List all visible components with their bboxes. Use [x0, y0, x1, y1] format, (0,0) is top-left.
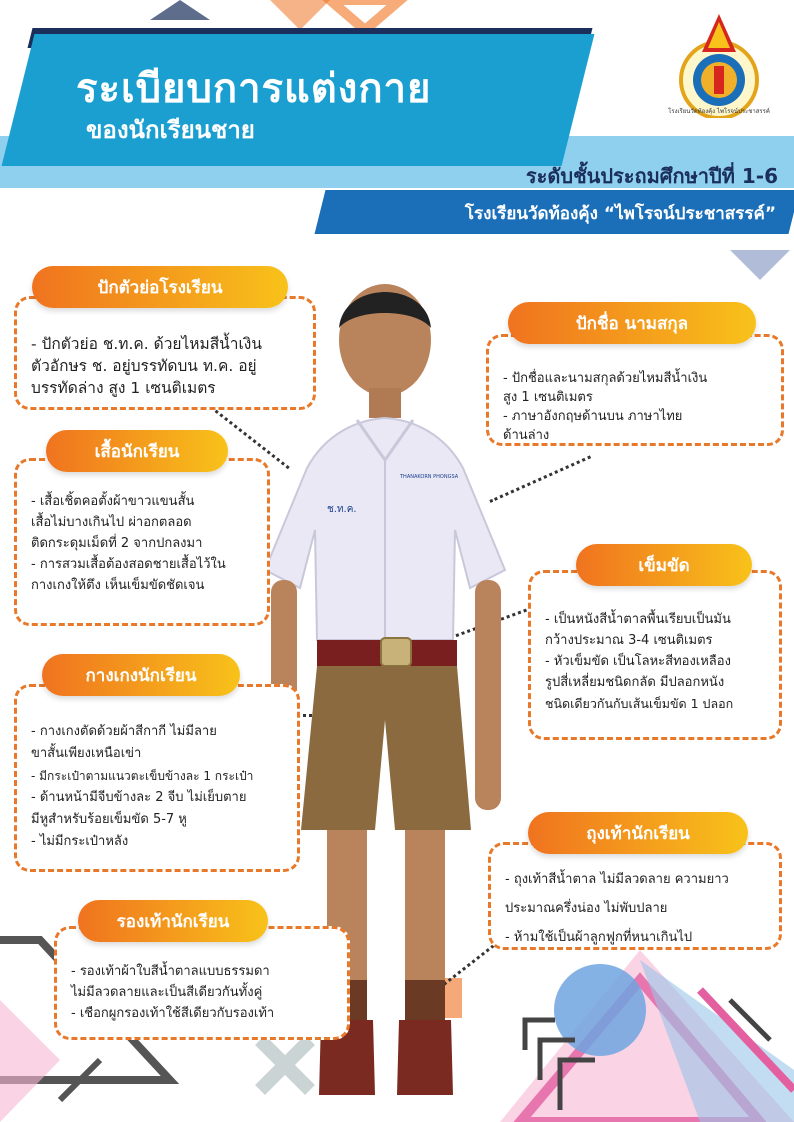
grade-level: ระดับชั้นประถมศึกษาปีที่ 1-6: [525, 164, 778, 188]
shirt-initials: ช.ท.ค.: [327, 504, 357, 515]
school-emblem-icon: [676, 8, 762, 118]
pants-line-1: - กางเกงตัดด้วยผ้าสีกากี ไม่มีลาย: [31, 724, 217, 739]
logo-ring-text: โรงเรียนวัดท้องคุ้ง ไพโรจน์ประชาสรรค์: [668, 108, 770, 115]
shirt-description-box: [14, 458, 270, 626]
name-description-box: [486, 334, 784, 446]
shirt-line-3: ติดกระดุมเม็ดที่ 2 จากปกลงมา: [31, 536, 203, 551]
shoes-label: รองเท้านักเรียน: [78, 900, 268, 942]
shoes-line-2: ไม่มีลวดลายและเป็นสีเดียวกันทั้งคู่: [71, 985, 263, 1000]
socks-line-2: ประมาณครึ่งน่อง ไม่พับปลาย: [505, 901, 668, 916]
socks-label: ถุงเท้านักเรียน: [528, 812, 748, 854]
socks-line-1: - ถุงเท้าสีน้ำตาล ไม่มีลวดลาย ความยาว: [505, 872, 729, 887]
name-line-3: - ภาษาอังกฤษด้านบน ภาษาไทย: [503, 409, 683, 424]
belt-description-box: [528, 570, 782, 740]
belt-line-4: รูปสี่เหลี่ยมชนิดกลัด มีปลอกหนัง: [545, 675, 725, 690]
name-line-2: สูง 1 เซนติเมตร: [503, 390, 593, 405]
emblem-line-2: ตัวอักษร ช. อยู่บรรทัดบน ท.ค. อยู่: [31, 357, 257, 375]
shoes-line-3: - เชือกผูกรองเท้าใช้สีเดียวกับรองเท้า: [71, 1006, 275, 1021]
name-line-1: - ปักชื่อและนามสกุลด้วยไหมสีน้ำเงิน: [503, 371, 708, 386]
emblem-label: ปักตัวย่อโรงเรียน: [32, 266, 288, 308]
page-title: ระเบียบการแต่งกาย: [76, 66, 432, 112]
shirt-line-1: - เสื้อเชิ้ตคอตั้งผ้าขาวแขนสั้น: [31, 494, 195, 509]
shoes-description-box: [54, 926, 350, 1040]
belt-line-2: กว้างประมาณ 3-4 เซนติเมตร: [545, 633, 713, 648]
pants-description-box: [14, 684, 300, 872]
emblem-line-3: บรรทัดล่าง สูง 1 เซนติเมตร: [31, 379, 216, 397]
name-line-4: ด้านล่าง: [503, 428, 550, 443]
belt-line-5: ชนิดเดียวกันกับเส้นเข็มขัด 1 ปลอก: [545, 696, 734, 711]
shirt-name-tag: THANAKORN PHONGSA: [400, 474, 459, 480]
school-logo: [668, 8, 770, 118]
shirt-line-4: - การสวมเสื้อต้องสอดชายเสื้อไว้ใน: [31, 557, 226, 572]
pants-line-3: - มีกระเป๋าตามแนวตะเข็บข้างละ 1 กระเป๋า: [31, 769, 254, 783]
pants-line-2: ขาสั้นเพียงเหนือเข่า: [31, 746, 142, 761]
pants-line-4: - ด้านหน้ามีจีบข้างละ 2 จีบ ไม่เย็บตาย: [31, 790, 247, 805]
shirt-line-5: กางเกงให้ตึง เห็นเข็มขัดชัดเจน: [31, 578, 205, 593]
page-subtitle: ของนักเรียนชาย: [86, 116, 255, 144]
pants-line-5: มีหูสำหรับร้อยเข็มขัด 5-7 หู: [31, 812, 187, 827]
pants-line-6: - ไม่มีกระเป๋าหลัง: [31, 834, 129, 849]
belt-line-1: - เป็นหนังสีน้ำตาลพื้นเรียบเป็นมัน: [545, 612, 731, 627]
school-name: โรงเรียนวัดท้องคุ้ง “ไพโรจน์ประชาสรรค์”: [464, 204, 776, 224]
socks-description-box: [488, 842, 782, 950]
shirt-label: เสื้อนักเรียน: [46, 430, 228, 472]
emblem-description-box: [14, 296, 316, 410]
belt-line-3: - หัวเข็มขัด เป็นโลหะสีทองเหลือง: [545, 654, 731, 669]
shirt-line-2: เสื้อไม่บางเกินไป ผ่าอกตลอด: [31, 515, 192, 530]
belt-label: เข็มขัด: [576, 544, 752, 586]
pants-label: กางเกงนักเรียน: [42, 654, 240, 696]
shoes-line-1: - รองเท้าผ้าใบสีน้ำตาลแบบธรรมดา: [71, 964, 270, 979]
socks-line-3: - ห้ามใช้เป็นผ้าลูกฟูกที่หนาเกินไป: [505, 930, 693, 945]
name-label: ปักชื่อ นามสกุล: [508, 302, 756, 344]
emblem-line-1: - ปักตัวย่อ ช.ท.ค. ด้วยไหมสีน้ำเงิน: [31, 335, 262, 353]
